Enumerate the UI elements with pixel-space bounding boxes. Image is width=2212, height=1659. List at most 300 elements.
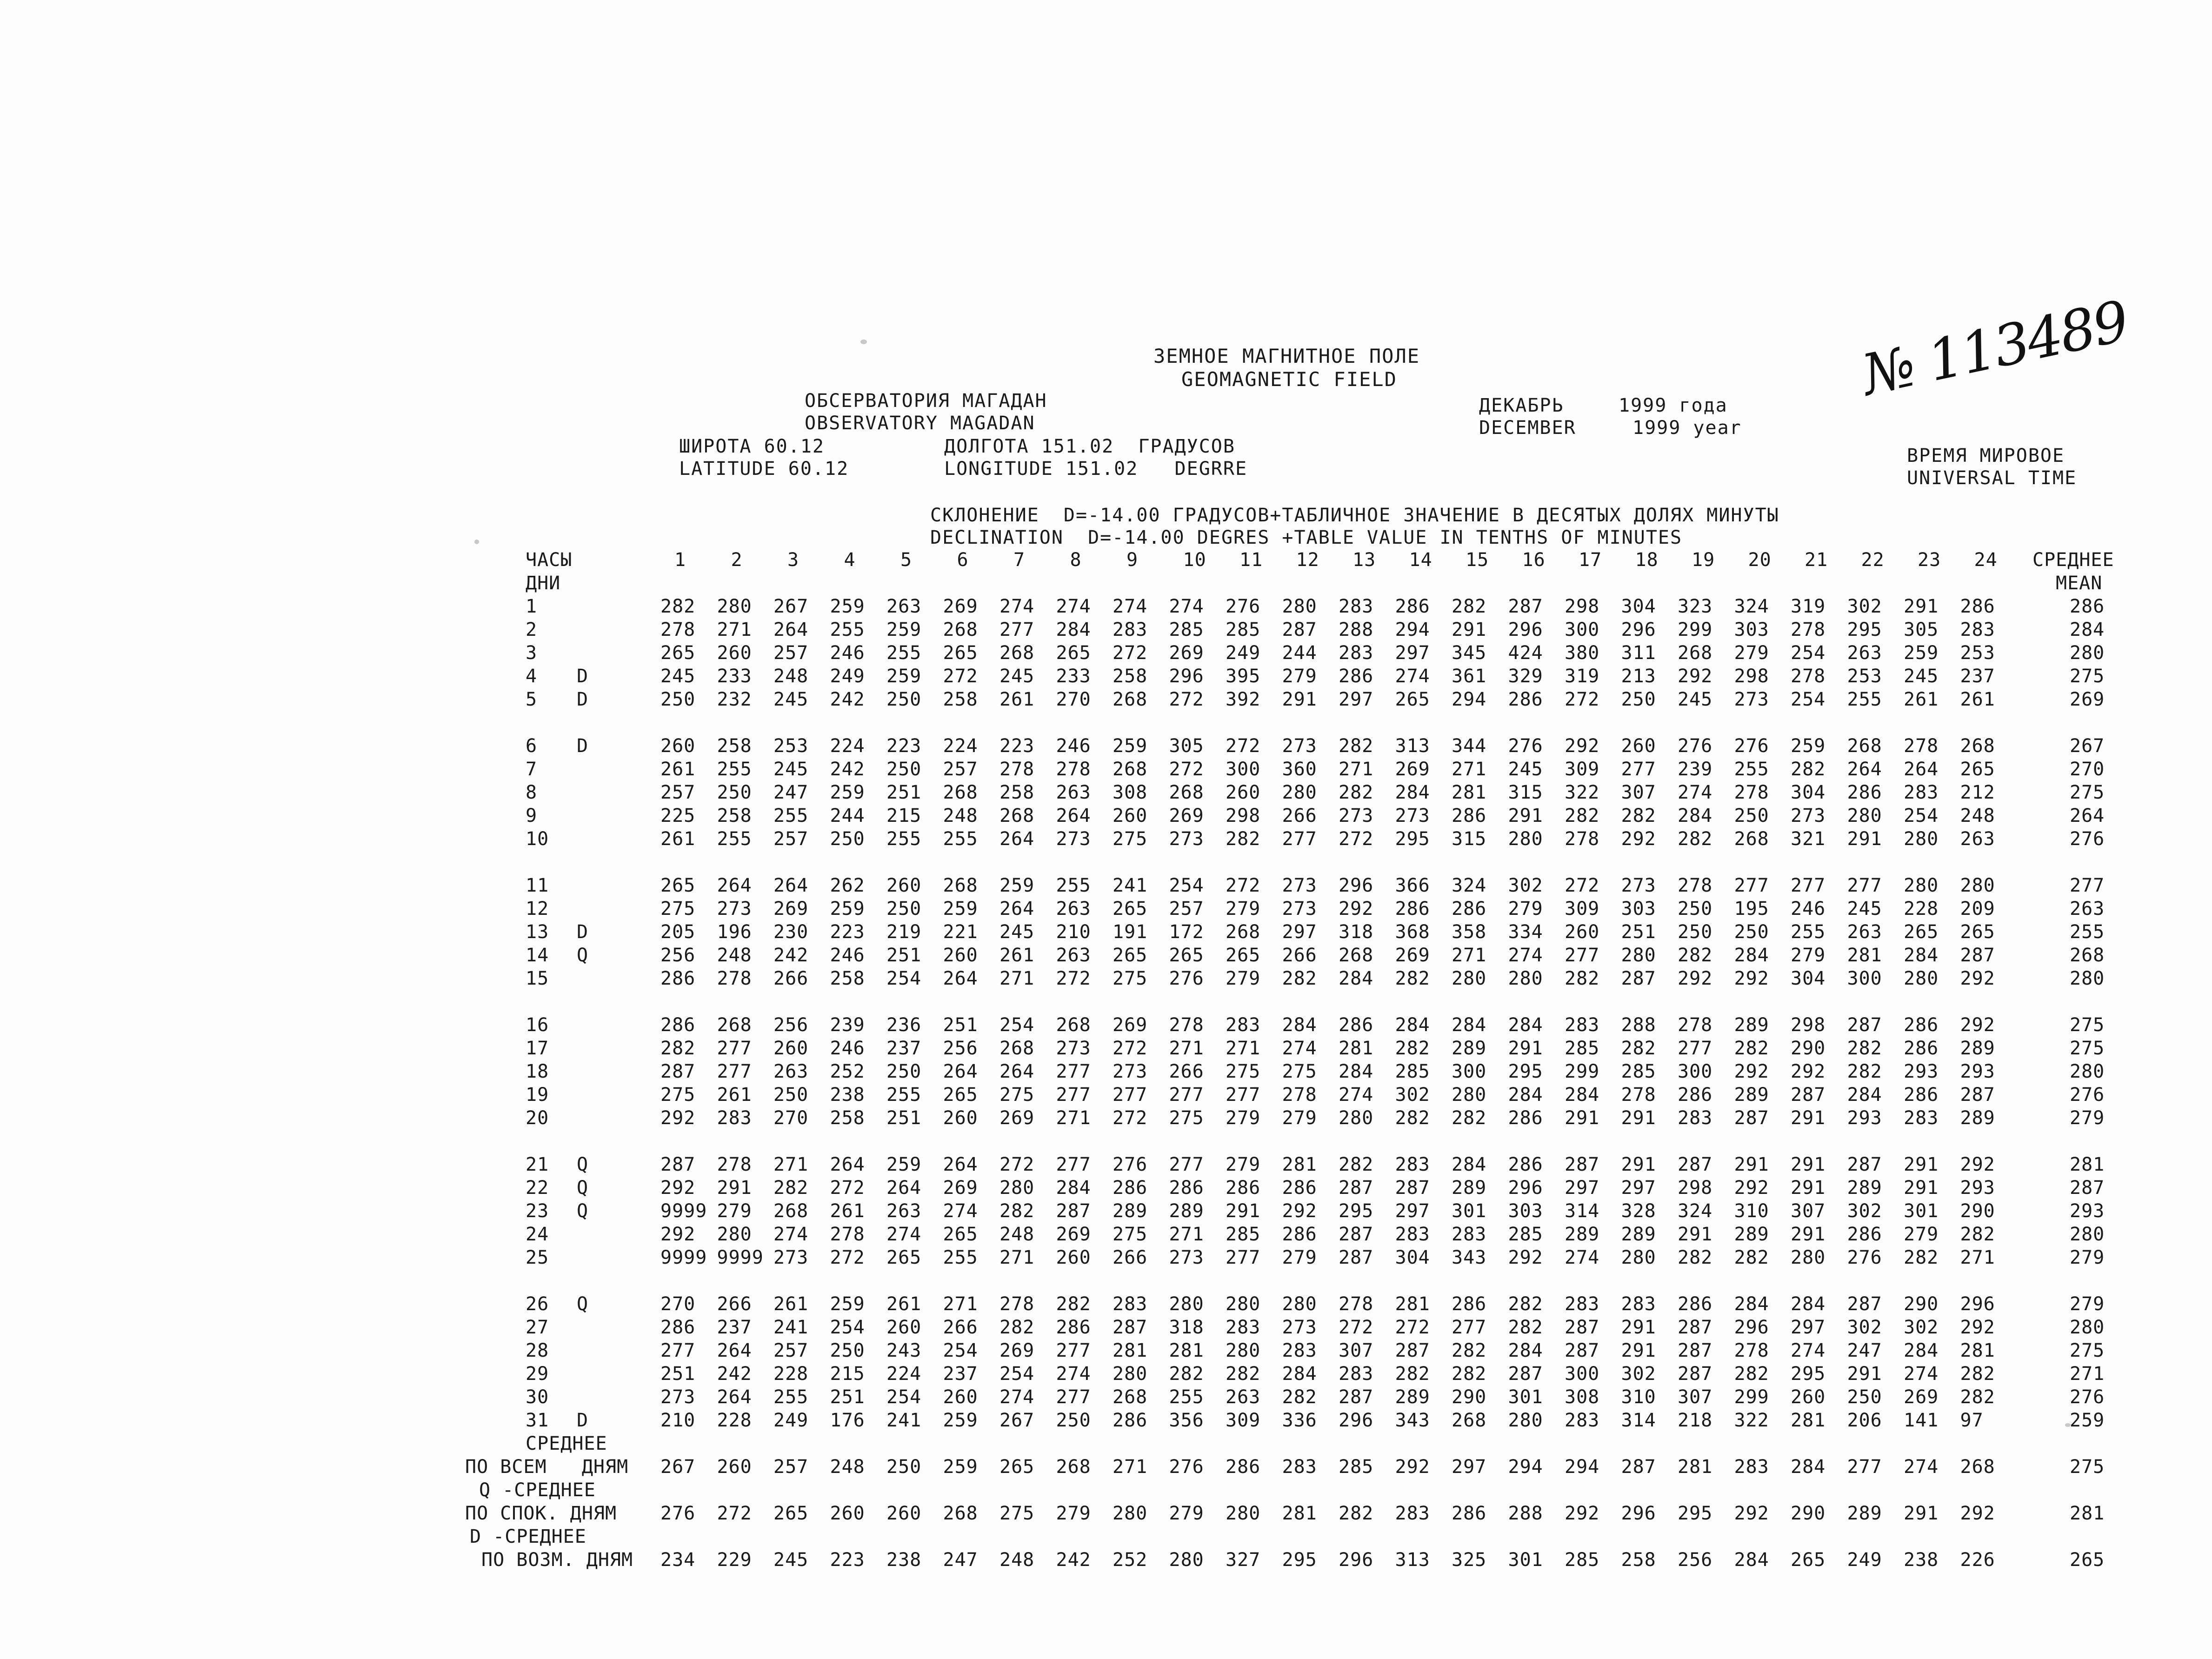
row-label: 3 — [526, 642, 538, 664]
table-cell: 296 — [1508, 619, 1543, 640]
table-cell: 243 — [886, 1340, 922, 1361]
table-cell: 256 — [660, 945, 696, 966]
table-cell: 296 — [1960, 1293, 1995, 1315]
table-row — [526, 642, 2153, 665]
table-cell: 224 — [830, 735, 865, 757]
table-cell: 258 — [830, 968, 865, 989]
day-flag: D — [577, 1410, 589, 1431]
table-cell: 268 — [1734, 828, 1769, 850]
table-cell: 286 — [1339, 1014, 1374, 1036]
table-cell: 380 — [1565, 642, 1600, 664]
table-cell: 280 — [1113, 1503, 1148, 1524]
table-cell: 254 — [943, 1340, 978, 1361]
table-cell: 292 — [1621, 828, 1656, 850]
table-cell: 282 — [1339, 1154, 1374, 1175]
declination-en: DECLINATION D=-14.00 DEGRES +TABLE VALUE IN TENTHS OF MINUTES — [930, 527, 1683, 548]
table-cell: 264 — [830, 1154, 865, 1175]
table-cell: 287 — [1113, 1317, 1148, 1338]
table-cell: 250 — [1056, 1410, 1091, 1431]
table-cell: 258 — [717, 805, 752, 826]
row-mean: 279 — [2070, 1107, 2105, 1129]
table-cell: 236 — [886, 1014, 922, 1036]
table-cell: 254 — [999, 1363, 1035, 1385]
hour-header: 18 — [1635, 549, 1659, 571]
table-cell: 268 — [943, 1503, 978, 1524]
table-cell: 274 — [1678, 782, 1713, 803]
table-cell: 246 — [830, 945, 865, 966]
table-cell: 226 — [1960, 1549, 1995, 1571]
table-cell: 238 — [886, 1549, 922, 1571]
table-cell: 284 — [1452, 1154, 1487, 1175]
row-mean: 279 — [2070, 1293, 2105, 1315]
table-cell: 274 — [943, 1200, 978, 1222]
table-cell: 260 — [886, 1317, 922, 1338]
table-cell: 287 — [1565, 1317, 1600, 1338]
table-cell: 221 — [943, 921, 978, 943]
table-cell: 251 — [943, 1014, 978, 1036]
table-cell: 304 — [1621, 596, 1656, 617]
row-label: 21 — [526, 1154, 549, 1175]
table-cell: 292 — [1565, 1503, 1600, 1524]
table-cell: 255 — [886, 1084, 922, 1106]
table-cell: 275 — [660, 898, 696, 919]
table-cell: 265 — [660, 875, 696, 896]
table-cell: 287 — [1960, 945, 1995, 966]
table-cell: 242 — [773, 945, 809, 966]
row-label: 20 — [526, 1107, 549, 1129]
table-cell: 301 — [1904, 1200, 1939, 1222]
table-cell: 225 — [660, 805, 696, 826]
table-cell: 257 — [943, 759, 978, 780]
table-cell: 212 — [1960, 782, 1995, 803]
table-cell: 268 — [1226, 921, 1261, 943]
table-cell: 297 — [1395, 1200, 1430, 1222]
table-cell: 254 — [1791, 689, 1826, 710]
table-cell: 264 — [943, 968, 978, 989]
table-cell: 269 — [773, 898, 809, 919]
table-cell: 287 — [1678, 1340, 1713, 1361]
table-cell: 266 — [1282, 945, 1317, 966]
table-cell: 260 — [830, 1503, 865, 1524]
table-cell: 282 — [1904, 1247, 1939, 1268]
table-cell: 271 — [943, 1293, 978, 1315]
row-mean: 265 — [2070, 1549, 2105, 1571]
table-cell: 296 — [1339, 1410, 1374, 1431]
table-cell: 291 — [1678, 1224, 1713, 1245]
table-cell: 260 — [943, 1107, 978, 1129]
table-cell: 296 — [1169, 666, 1204, 687]
table-cell: 265 — [1113, 945, 1148, 966]
table-cell: 284 — [1904, 1340, 1939, 1361]
month-en: DECEMBER — [1479, 417, 1576, 439]
table-cell: 255 — [1734, 759, 1769, 780]
table-cell: 269 — [943, 1177, 978, 1199]
table-cell: 229 — [717, 1549, 752, 1571]
scan-speck — [860, 340, 867, 344]
table-cell: 273 — [1169, 828, 1204, 850]
table-cell: 290 — [1904, 1293, 1939, 1315]
table-cell: 286 — [1282, 1224, 1317, 1245]
table-cell: 303 — [1734, 619, 1769, 640]
table-cell: 263 — [1056, 782, 1091, 803]
table-cell: 269 — [1169, 642, 1204, 664]
table-cell: 284 — [1282, 1363, 1317, 1385]
table-cell: 271 — [773, 1154, 809, 1175]
table-cell: 283 — [1339, 1363, 1374, 1385]
table-cell: 259 — [830, 1293, 865, 1315]
table-cell: 268 — [1169, 782, 1204, 803]
table-cell: 255 — [717, 828, 752, 850]
table-cell: 292 — [660, 1224, 696, 1245]
table-cell: 280 — [1791, 1247, 1826, 1268]
table-cell: 261 — [660, 828, 696, 850]
table-cell: 255 — [1056, 875, 1091, 896]
table-cell: 292 — [1678, 968, 1713, 989]
table-cell: 283 — [1113, 619, 1148, 640]
table-cell: 258 — [1113, 666, 1148, 687]
table-cell: 286 — [1452, 1293, 1487, 1315]
table-row — [526, 1014, 2153, 1037]
table-cell: 298 — [1226, 805, 1261, 826]
table-cell: 242 — [717, 1363, 752, 1385]
day-flag: Q — [577, 1177, 589, 1199]
table-cell: 268 — [717, 1014, 752, 1036]
table-cell: 274 — [1508, 945, 1543, 966]
table-cell: 270 — [660, 1293, 696, 1315]
table-cell: 264 — [1847, 759, 1882, 780]
row-mean: 275 — [2070, 1014, 2105, 1036]
table-cell: 297 — [1621, 1177, 1656, 1199]
table-cell: 250 — [886, 1061, 922, 1082]
table-cell: 260 — [943, 1386, 978, 1408]
table-cell: 284 — [1508, 1084, 1543, 1106]
table-cell: 277 — [1678, 1038, 1713, 1059]
table-cell: 273 — [1282, 875, 1317, 896]
table-cell: 271 — [1169, 1038, 1204, 1059]
row-label: СРЕДНЕЕ — [526, 1433, 607, 1454]
table-cell: 253 — [1847, 666, 1882, 687]
table-cell: 261 — [1904, 689, 1939, 710]
table-cell: 291 — [1508, 805, 1543, 826]
table-cell: 284 — [1339, 1061, 1374, 1082]
table-cell: 275 — [1113, 828, 1148, 850]
table-cell: 290 — [1452, 1386, 1487, 1408]
table-cell: 289 — [1960, 1038, 1995, 1059]
table-cell: 280 — [1508, 1410, 1543, 1431]
table-cell: 264 — [886, 1177, 922, 1199]
table-cell: 310 — [1734, 1200, 1769, 1222]
table-cell: 234 — [660, 1549, 696, 1571]
table-cell: 282 — [1960, 1224, 1995, 1245]
table-cell: 250 — [886, 1456, 922, 1478]
table-cell: 273 — [1056, 828, 1091, 850]
table-cell: 287 — [1339, 1177, 1374, 1199]
table-cell: 276 — [1508, 735, 1543, 757]
table-cell: 292 — [660, 1177, 696, 1199]
table-cell: 280 — [1113, 1363, 1148, 1385]
table-cell: 260 — [717, 642, 752, 664]
table-cell: 266 — [773, 968, 809, 989]
table-cell: 215 — [886, 805, 922, 826]
table-cell: 286 — [1847, 782, 1882, 803]
table-cell: 205 — [660, 921, 696, 943]
table-cell: 268 — [1339, 945, 1374, 966]
table-cell: 271 — [1056, 1107, 1091, 1129]
table-cell: 280 — [1452, 1084, 1487, 1106]
table-cell: 366 — [1395, 875, 1430, 896]
table-cell: 271 — [717, 619, 752, 640]
table-cell: 291 — [717, 1177, 752, 1199]
table-row — [526, 944, 2153, 967]
table-cell: 277 — [1282, 828, 1317, 850]
table-cell: 272 — [999, 1154, 1035, 1175]
table-cell: 9999 — [717, 1247, 764, 1268]
table-cell: 273 — [1791, 805, 1826, 826]
table-cell: 278 — [1904, 735, 1939, 757]
table-cell: 274 — [1904, 1456, 1939, 1478]
day-flag: D — [577, 921, 589, 943]
table-row — [526, 828, 2153, 851]
table-cell: 281 — [1339, 1038, 1374, 1059]
table-cell: 265 — [660, 642, 696, 664]
row-mean: 281 — [2070, 1154, 2105, 1175]
table-cell: 293 — [1847, 1107, 1882, 1129]
table-cell: 285 — [1621, 1061, 1656, 1082]
table-cell: 260 — [1226, 782, 1261, 803]
table-cell: 301 — [1452, 1200, 1487, 1222]
table-cell: 283 — [1678, 1107, 1713, 1129]
row-mean: 286 — [2070, 596, 2105, 617]
table-cell: 301 — [1508, 1549, 1543, 1571]
table-cell: 295 — [1847, 619, 1882, 640]
table-cell: 280 — [1508, 828, 1543, 850]
table-cell: 268 — [1960, 1456, 1995, 1478]
table-cell: 307 — [1791, 1200, 1826, 1222]
row-label: 14 — [526, 945, 549, 966]
row-label: 2 — [526, 619, 538, 640]
day-flag: Q — [577, 1200, 589, 1222]
table-cell: 289 — [1169, 1200, 1204, 1222]
table-cell: 260 — [886, 1503, 922, 1524]
row-label: 27 — [526, 1317, 549, 1338]
row-mean: 287 — [2070, 1177, 2105, 1199]
table-cell: 282 — [999, 1200, 1035, 1222]
table-cell: 343 — [1452, 1247, 1487, 1268]
table-cell: 250 — [830, 1340, 865, 1361]
table-cell: 282 — [1847, 1061, 1882, 1082]
table-cell: 274 — [1113, 596, 1148, 617]
table-cell: 315 — [1508, 782, 1543, 803]
table-cell: 249 — [830, 666, 865, 687]
table-cell: 272 — [1395, 1317, 1430, 1338]
table-cell: 278 — [1282, 1084, 1317, 1106]
table-cell: 251 — [830, 1386, 865, 1408]
table-cell: 319 — [1565, 666, 1600, 687]
table-row — [526, 1107, 2153, 1130]
table-cell: 264 — [1904, 759, 1939, 780]
table-cell: 284 — [1734, 1293, 1769, 1315]
table-cell: 291 — [1226, 1200, 1261, 1222]
table-cell: 280 — [1282, 782, 1317, 803]
table-cell: 272 — [717, 1503, 752, 1524]
table-cell: 279 — [1734, 642, 1769, 664]
table-cell: 289 — [1734, 1014, 1769, 1036]
table-cell: 242 — [830, 689, 865, 710]
table-cell: 292 — [1678, 666, 1713, 687]
table-cell: 268 — [1056, 1456, 1091, 1478]
table-cell: 281 — [1960, 1340, 1995, 1361]
table-cell: 280 — [1226, 1293, 1261, 1315]
table-cell: 299 — [1734, 1386, 1769, 1408]
table-cell: 259 — [1113, 735, 1148, 757]
table-row — [465, 1502, 2153, 1526]
table-cell: 237 — [886, 1038, 922, 1059]
table-cell: 285 — [1565, 1038, 1600, 1059]
table-cell: 264 — [943, 1061, 978, 1082]
row-mean: 264 — [2070, 805, 2105, 826]
table-cell: 287 — [1678, 1154, 1713, 1175]
table-cell: 257 — [773, 1340, 809, 1361]
table-cell: 298 — [1734, 666, 1769, 687]
table-cell: 292 — [1791, 1061, 1826, 1082]
day-flag: Q — [577, 1293, 589, 1315]
table-cell: 284 — [1791, 1456, 1826, 1478]
table-cell: 299 — [1678, 619, 1713, 640]
table-cell: 395 — [1226, 666, 1261, 687]
table-cell: 241 — [1113, 875, 1148, 896]
table-cell: 264 — [999, 828, 1035, 850]
table-cell: 283 — [1621, 1293, 1656, 1315]
table-cell: 308 — [1565, 1386, 1600, 1408]
table-cell: 277 — [1056, 1084, 1091, 1106]
table-cell: 292 — [1960, 1317, 1995, 1338]
table-cell: 265 — [1226, 945, 1261, 966]
row-mean: 281 — [2070, 1503, 2105, 1524]
table-row — [526, 1200, 2153, 1223]
table-cell: 210 — [660, 1410, 696, 1431]
table-cell: 318 — [1169, 1317, 1204, 1338]
table-cell: 261 — [999, 689, 1035, 710]
longitude-ru: ДОЛГОТА 151.02 ГРАДУСОВ — [944, 436, 1235, 457]
table-cell: 258 — [717, 735, 752, 757]
table-cell: 292 — [1734, 1503, 1769, 1524]
hour-header: 2 — [731, 549, 743, 571]
table-cell: 264 — [943, 1154, 978, 1175]
table-cell: 250 — [886, 759, 922, 780]
table-cell: 280 — [1339, 1107, 1374, 1129]
table-cell: 284 — [1508, 1014, 1543, 1036]
table-cell: 213 — [1621, 666, 1656, 687]
table-cell: 245 — [773, 689, 809, 710]
table-cell: 292 — [1282, 1200, 1317, 1222]
table-cell: 307 — [1621, 782, 1656, 803]
table-cell: 302 — [1621, 1363, 1656, 1385]
table-cell: 276 — [1113, 1154, 1148, 1175]
table-cell: 313 — [1395, 735, 1430, 757]
table-cell: 287 — [1339, 1247, 1374, 1268]
table-cell: 279 — [1282, 1247, 1317, 1268]
table-cell: 277 — [1056, 1061, 1091, 1082]
table-cell: 241 — [773, 1317, 809, 1338]
table-row — [526, 619, 2153, 642]
table-cell: 271 — [999, 1247, 1035, 1268]
day-flag: D — [577, 666, 589, 687]
table-cell: 274 — [1791, 1340, 1826, 1361]
table-cell: 277 — [1113, 1084, 1148, 1106]
table-cell: 281 — [1847, 945, 1882, 966]
table-cell: 319 — [1791, 596, 1826, 617]
table-cell: 248 — [717, 945, 752, 966]
table-cell: 287 — [1847, 1293, 1882, 1315]
table-cell: 302 — [1847, 1317, 1882, 1338]
table-cell: 265 — [1169, 945, 1204, 966]
table-cell: 273 — [773, 1247, 809, 1268]
table-cell: 275 — [1226, 1061, 1261, 1082]
row-mean: 280 — [2070, 642, 2105, 664]
table-cell: 274 — [999, 596, 1035, 617]
table-cell: 264 — [1056, 805, 1091, 826]
table-cell: 283 — [1452, 1224, 1487, 1245]
row-mean: 275 — [2070, 1340, 2105, 1361]
table-cell: 318 — [1339, 921, 1374, 943]
table-cell: 286 — [1678, 1084, 1713, 1106]
day-flag: D — [577, 735, 589, 757]
table-cell: 302 — [1395, 1084, 1430, 1106]
hour-header: 24 — [1974, 549, 1998, 571]
table-cell: 289 — [1113, 1200, 1148, 1222]
table-cell: 250 — [1734, 805, 1769, 826]
table-cell: 283 — [1565, 1410, 1600, 1431]
table-cell: 284 — [1339, 968, 1374, 989]
table-cell: 279 — [1169, 1503, 1204, 1524]
table-cell: 327 — [1226, 1549, 1261, 1571]
row-label: D -СРЕДНЕЕ — [470, 1526, 586, 1547]
table-cell: 282 — [1621, 1038, 1656, 1059]
table-cell: 292 — [1508, 1247, 1543, 1268]
table-cell: 272 — [1565, 689, 1600, 710]
table-cell: 271 — [999, 968, 1035, 989]
table-cell: 286 — [1508, 1154, 1543, 1175]
table-cell: 260 — [1113, 805, 1148, 826]
row-mean: 280 — [2070, 1317, 2105, 1338]
table-cell: 265 — [943, 1084, 978, 1106]
table-cell: 286 — [1113, 1410, 1148, 1431]
table-cell: 285 — [1508, 1224, 1543, 1245]
table-cell: 286 — [1508, 1107, 1543, 1129]
table-cell: 280 — [717, 1224, 752, 1245]
year-ru: 1999 года — [1619, 395, 1728, 416]
table-cell: 287 — [1621, 968, 1656, 989]
row-mean: 270 — [2070, 759, 2105, 780]
table-cell: 292 — [1960, 1014, 1995, 1036]
table-cell: 224 — [886, 1363, 922, 1385]
table-cell: 283 — [1226, 1317, 1261, 1338]
table-cell: 283 — [717, 1107, 752, 1129]
table-cell: 286 — [1339, 666, 1374, 687]
table-cell: 261 — [660, 759, 696, 780]
table-cell: 282 — [1678, 1247, 1713, 1268]
table-cell: 273 — [1056, 1038, 1091, 1059]
table-cell: 291 — [1904, 1154, 1939, 1175]
table-cell: 286 — [1960, 596, 1995, 617]
table-cell: 297 — [1791, 1317, 1826, 1338]
table-cell: 273 — [1169, 1247, 1204, 1268]
table-cell: 277 — [1056, 1386, 1091, 1408]
table-cell: 261 — [886, 1293, 922, 1315]
hour-header: 17 — [1579, 549, 1602, 571]
table-cell: 279 — [1056, 1503, 1091, 1524]
table-cell: 223 — [830, 1549, 865, 1571]
